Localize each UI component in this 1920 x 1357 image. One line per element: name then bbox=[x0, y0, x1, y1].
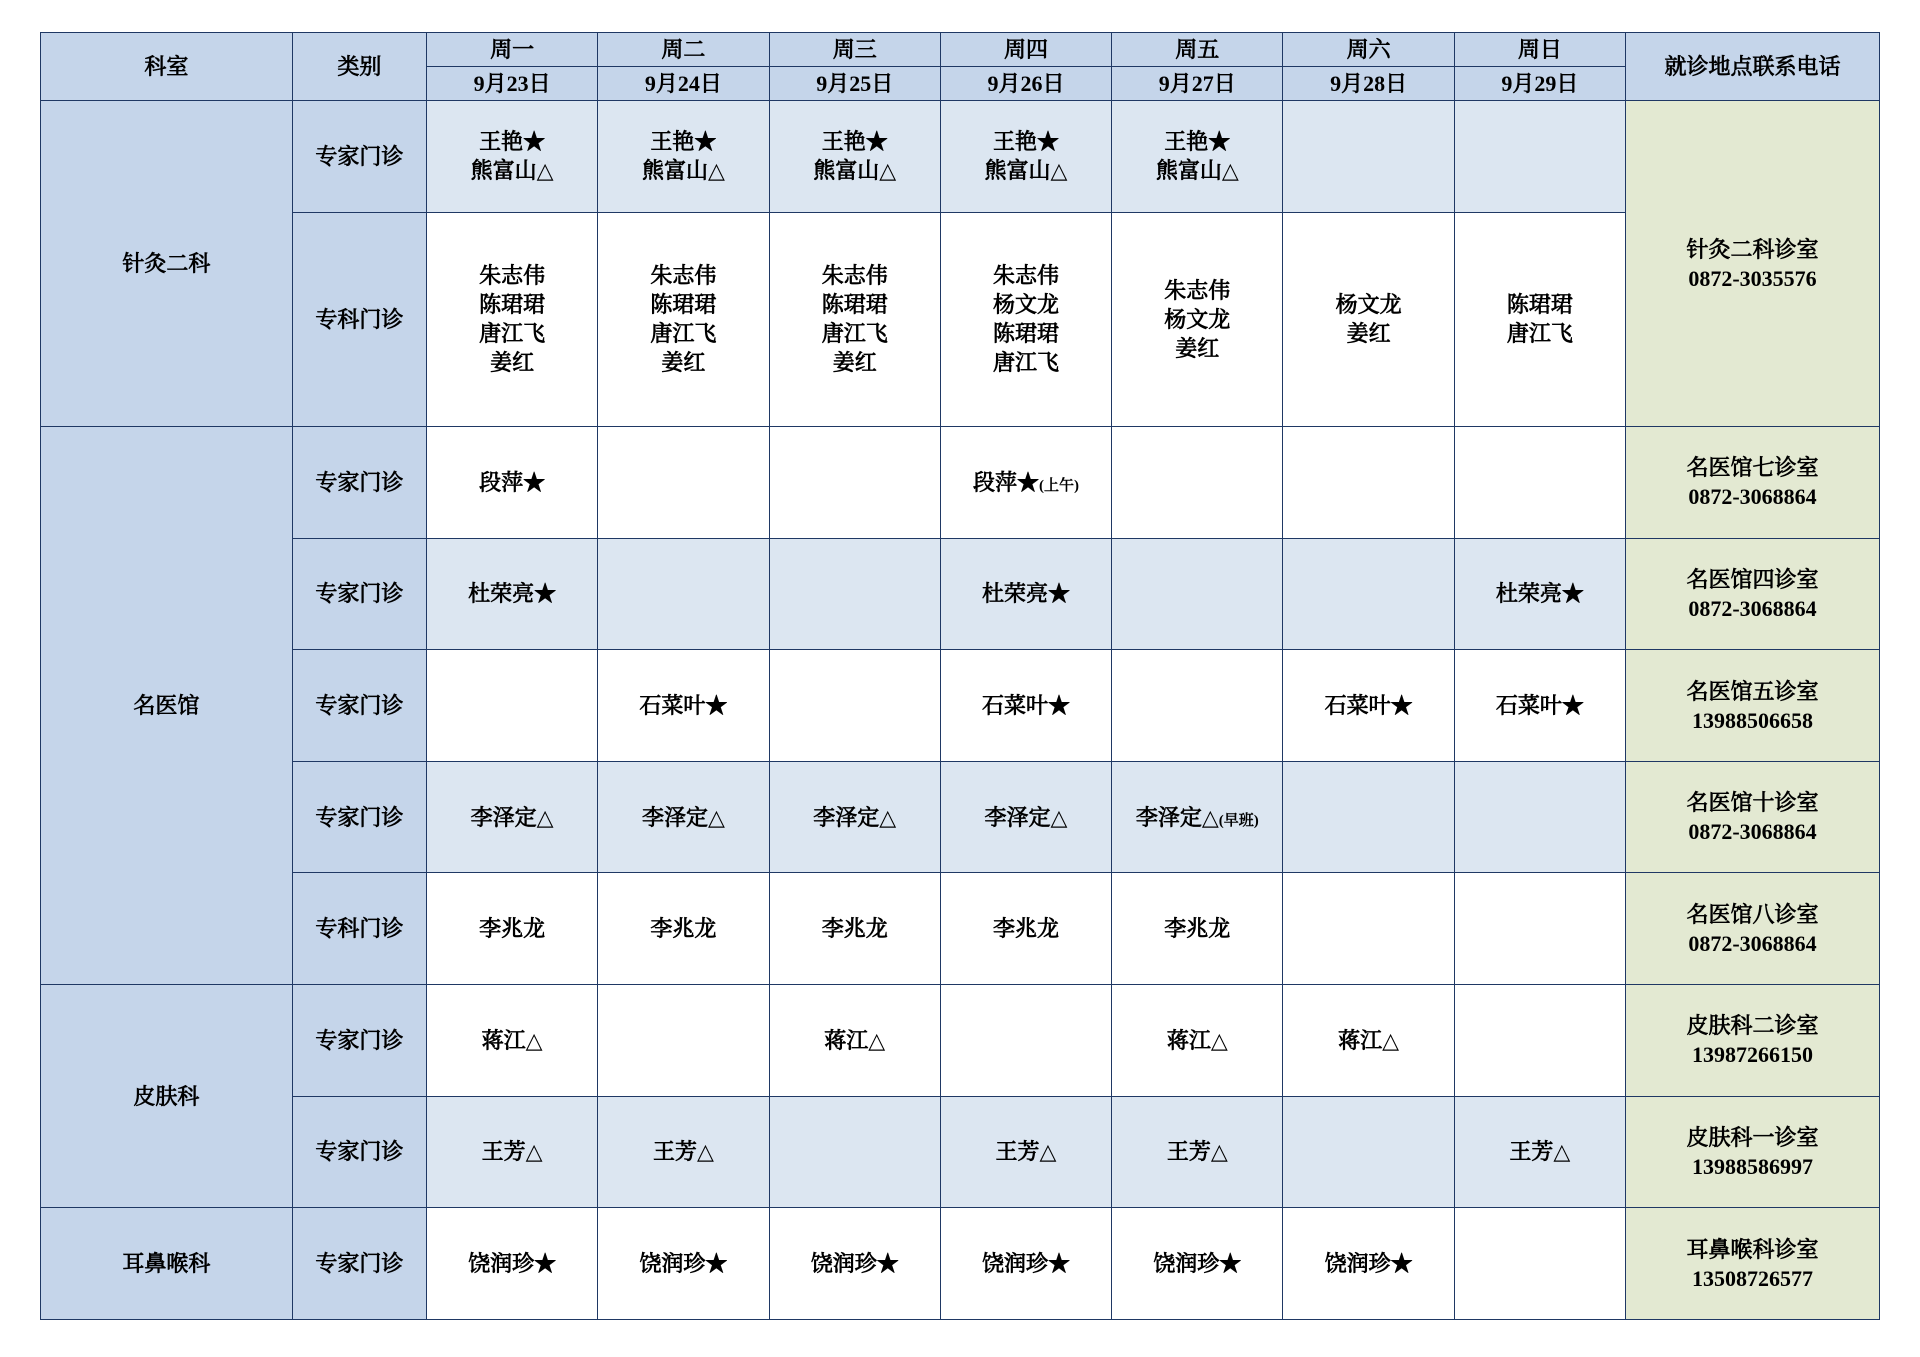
doctor-slot-cell bbox=[1112, 1208, 1283, 1320]
doctor-slot-cell bbox=[598, 427, 769, 539]
doctor-name: 饶润珍★ bbox=[639, 1251, 728, 1277]
contact-place: 名医馆五诊室 bbox=[1686, 678, 1819, 704]
doctor-name: 李兆龙 bbox=[479, 916, 546, 942]
header-dept: 科室 bbox=[41, 33, 293, 101]
doctor-slot-cell bbox=[1454, 761, 1625, 873]
doctor-slot-cell bbox=[426, 985, 597, 1097]
doctor-name: 石菜叶★ bbox=[981, 693, 1070, 719]
doctor-name: 李兆龙 bbox=[821, 916, 888, 942]
header-day-thu: 周四 bbox=[940, 33, 1111, 67]
doctor-slot-cell bbox=[1283, 873, 1454, 985]
contact-phone: 0872-3035576 bbox=[1688, 265, 1817, 291]
department-name-cell: 针灸二科 bbox=[41, 101, 293, 427]
contact-place: 皮肤科二诊室 bbox=[1686, 1013, 1819, 1039]
doctor-name: 王艳★ bbox=[650, 129, 717, 155]
doctor-slot-cell bbox=[1454, 650, 1625, 762]
header-day-sat: 周六 bbox=[1283, 33, 1454, 67]
doctor-slot-cell bbox=[1454, 538, 1625, 650]
doctor-name: 饶润珍★ bbox=[468, 1251, 557, 1277]
doctor-name: 杜荣亮★ bbox=[981, 581, 1070, 607]
doctor-name: 杨文龙 bbox=[1164, 306, 1231, 332]
doctor-name: 姜红 bbox=[1346, 321, 1391, 347]
doctor-slot-cell bbox=[598, 873, 769, 985]
doctor-slot-cell bbox=[1283, 538, 1454, 650]
doctor-name: 李兆龙 bbox=[992, 916, 1059, 942]
contact-cell bbox=[1626, 761, 1880, 873]
doctor-name: 王芳△ bbox=[1166, 1139, 1228, 1165]
table-row bbox=[41, 1096, 1880, 1208]
shift-note: (上午) bbox=[1039, 477, 1079, 494]
doctor-slot-cell bbox=[1112, 985, 1283, 1097]
contact-cell bbox=[1626, 101, 1880, 427]
header-date-sat: 9月28日 bbox=[1283, 67, 1454, 101]
doctor-name: 段萍★ bbox=[479, 469, 546, 495]
doctor-slot-cell bbox=[769, 873, 940, 985]
doctor-slot-cell bbox=[1283, 985, 1454, 1097]
doctor-slot-cell bbox=[769, 538, 940, 650]
doctor-slot-cell bbox=[940, 761, 1111, 873]
contact-phone: 13988506658 bbox=[1692, 707, 1814, 733]
doctor-slot-cell bbox=[426, 538, 597, 650]
doctor-name: 熊富山△ bbox=[641, 158, 725, 184]
doctor-slot-cell bbox=[426, 761, 597, 873]
doctor-name: 唐江飞 bbox=[1506, 321, 1573, 347]
doctor-slot-cell bbox=[1112, 1096, 1283, 1208]
table-row bbox=[41, 761, 1880, 873]
doctor-name: 杨文龙 bbox=[1335, 292, 1402, 318]
contact-place: 名医馆十诊室 bbox=[1686, 790, 1819, 816]
doctor-slot-cell bbox=[426, 212, 597, 426]
clinic-type-cell: 专家门诊 bbox=[292, 985, 426, 1097]
doctor-slot-cell bbox=[1283, 1208, 1454, 1320]
header-date-sun: 9月29日 bbox=[1454, 67, 1625, 101]
doctor-name: 李泽定△ bbox=[984, 804, 1068, 830]
contact-phone: 13508726577 bbox=[1692, 1265, 1814, 1291]
header-day-mon: 周一 bbox=[426, 33, 597, 67]
doctor-name: 李兆龙 bbox=[650, 916, 717, 942]
doctor-name: 李兆龙 bbox=[1164, 916, 1231, 942]
doctor-name: 王艳★ bbox=[821, 129, 888, 155]
header-date-thu: 9月26日 bbox=[940, 67, 1111, 101]
doctor-name: 饶润珍★ bbox=[810, 1251, 899, 1277]
header-type: 类别 bbox=[292, 33, 426, 101]
doctor-name: 杜荣亮★ bbox=[468, 581, 557, 607]
doctor-name: 杜荣亮★ bbox=[1495, 581, 1584, 607]
doctor-slot-cell bbox=[1283, 101, 1454, 213]
doctor-name: 熊富山△ bbox=[984, 158, 1068, 184]
doctor-name: 王芳△ bbox=[995, 1139, 1057, 1165]
doctor-name: 唐江飞 bbox=[479, 321, 546, 347]
doctor-name: 王艳★ bbox=[1164, 129, 1231, 155]
doctor-slot-cell bbox=[940, 101, 1111, 213]
contact-phone: 0872-3068864 bbox=[1688, 819, 1817, 845]
doctor-name: 陈珺珺 bbox=[479, 292, 546, 318]
doctor-name: 朱志伟 bbox=[992, 263, 1059, 289]
doctor-slot-cell bbox=[598, 538, 769, 650]
contact-place: 耳鼻喉科诊室 bbox=[1686, 1236, 1819, 1262]
doctor-name: 段萍★(上午) bbox=[972, 469, 1079, 495]
doctor-name: 姜红 bbox=[1175, 335, 1220, 361]
doctor-name: 饶润珍★ bbox=[1153, 1251, 1242, 1277]
doctor-name: 蒋江△ bbox=[1338, 1027, 1400, 1053]
doctor-name: 饶润珍★ bbox=[1324, 1251, 1413, 1277]
table-row bbox=[41, 101, 1880, 213]
table-row bbox=[41, 427, 1880, 539]
contact-phone: 0872-3068864 bbox=[1688, 595, 1817, 621]
doctor-name: 陈珺珺 bbox=[1506, 292, 1573, 318]
contact-cell bbox=[1626, 1096, 1880, 1208]
doctor-name: 蒋江△ bbox=[481, 1027, 543, 1053]
doctor-name: 朱志伟 bbox=[1164, 277, 1231, 303]
doctor-slot-cell bbox=[1112, 873, 1283, 985]
doctor-name: 朱志伟 bbox=[821, 263, 888, 289]
header-row-primary bbox=[41, 33, 1880, 67]
doctor-name: 朱志伟 bbox=[650, 263, 717, 289]
department-name-cell: 皮肤科 bbox=[41, 985, 293, 1208]
header-day-fri: 周五 bbox=[1112, 33, 1283, 67]
doctor-slot-cell bbox=[426, 101, 597, 213]
contact-place: 名医馆八诊室 bbox=[1686, 901, 1819, 927]
contact-phone: 0872-3068864 bbox=[1688, 484, 1817, 510]
doctor-slot-cell bbox=[940, 427, 1111, 539]
doctor-slot-cell bbox=[940, 1208, 1111, 1320]
header-date-wed: 9月25日 bbox=[769, 67, 940, 101]
doctor-slot-cell bbox=[1112, 212, 1283, 426]
doctor-slot-cell bbox=[598, 1208, 769, 1320]
contact-cell bbox=[1626, 538, 1880, 650]
doctor-slot-cell bbox=[426, 1096, 597, 1208]
doctor-name: 李泽定△(早班) bbox=[1135, 804, 1259, 830]
contact-cell bbox=[1626, 873, 1880, 985]
doctor-name: 王艳★ bbox=[992, 129, 1059, 155]
department-name-cell: 耳鼻喉科 bbox=[41, 1208, 293, 1320]
table-header bbox=[41, 33, 1880, 101]
table-row bbox=[41, 1208, 1880, 1320]
doctor-slot-cell bbox=[769, 985, 940, 1097]
doctor-slot-cell bbox=[769, 650, 940, 762]
doctor-slot-cell bbox=[1283, 1096, 1454, 1208]
doctor-name: 王芳△ bbox=[481, 1139, 543, 1165]
doctor-slot-cell bbox=[426, 650, 597, 762]
doctor-slot-cell bbox=[940, 538, 1111, 650]
doctor-slot-cell bbox=[1112, 427, 1283, 539]
doctor-name: 蒋江△ bbox=[1166, 1027, 1228, 1053]
doctor-slot-cell bbox=[1112, 761, 1283, 873]
doctor-slot-cell bbox=[1112, 538, 1283, 650]
clinic-type-cell: 专家门诊 bbox=[292, 761, 426, 873]
contact-cell bbox=[1626, 985, 1880, 1097]
doctor-slot-cell bbox=[598, 101, 769, 213]
doctor-name: 蒋江△ bbox=[824, 1027, 886, 1053]
doctor-slot-cell bbox=[769, 1208, 940, 1320]
contact-place: 名医馆四诊室 bbox=[1686, 566, 1819, 592]
table-row bbox=[41, 873, 1880, 985]
clinic-type-cell: 专家门诊 bbox=[292, 427, 426, 539]
doctor-name: 李泽定△ bbox=[813, 804, 897, 830]
doctor-slot-cell bbox=[1283, 212, 1454, 426]
doctor-name: 王艳★ bbox=[479, 129, 546, 155]
clinic-type-cell: 专科门诊 bbox=[292, 873, 426, 985]
doctor-slot-cell bbox=[426, 873, 597, 985]
contact-cell bbox=[1626, 650, 1880, 762]
table-row bbox=[41, 212, 1880, 426]
doctor-name: 唐江飞 bbox=[821, 321, 888, 347]
doctor-name: 姜红 bbox=[832, 350, 877, 376]
doctor-name: 李泽定△ bbox=[641, 804, 725, 830]
header-day-wed: 周三 bbox=[769, 33, 940, 67]
contact-cell bbox=[1626, 1208, 1880, 1320]
doctor-slot-cell bbox=[769, 101, 940, 213]
table-row bbox=[41, 985, 1880, 1097]
contact-place: 针灸二科诊室 bbox=[1686, 236, 1819, 262]
header-day-sun: 周日 bbox=[1454, 33, 1625, 67]
doctor-name: 王芳△ bbox=[1509, 1139, 1571, 1165]
doctor-slot-cell bbox=[1112, 650, 1283, 762]
doctor-slot-cell bbox=[1454, 1096, 1625, 1208]
doctor-slot-cell bbox=[1454, 427, 1625, 539]
doctor-slot-cell bbox=[598, 212, 769, 426]
doctor-name: 饶润珍★ bbox=[981, 1251, 1070, 1277]
doctor-slot-cell bbox=[1283, 761, 1454, 873]
doctor-name: 王芳△ bbox=[652, 1139, 714, 1165]
doctor-slot-cell bbox=[598, 761, 769, 873]
doctor-slot-cell bbox=[769, 212, 940, 426]
doctor-name: 熊富山△ bbox=[470, 158, 554, 184]
outpatient-schedule-table bbox=[40, 32, 1880, 1320]
doctor-name: 朱志伟 bbox=[479, 263, 546, 289]
doctor-slot-cell bbox=[598, 985, 769, 1097]
doctor-name: 石菜叶★ bbox=[639, 693, 728, 719]
contact-phone: 0872-3068864 bbox=[1688, 930, 1817, 956]
doctor-name: 唐江飞 bbox=[992, 350, 1059, 376]
doctor-slot-cell bbox=[940, 650, 1111, 762]
clinic-type-cell: 专科门诊 bbox=[292, 212, 426, 426]
doctor-slot-cell bbox=[426, 1208, 597, 1320]
doctor-slot-cell bbox=[940, 985, 1111, 1097]
clinic-type-cell: 专家门诊 bbox=[292, 1208, 426, 1320]
clinic-type-cell: 专家门诊 bbox=[292, 101, 426, 213]
department-name-cell: 名医馆 bbox=[41, 427, 293, 985]
contact-cell bbox=[1626, 427, 1880, 539]
table-row bbox=[41, 538, 1880, 650]
doctor-name: 李泽定△ bbox=[470, 804, 554, 830]
doctor-slot-cell bbox=[940, 1096, 1111, 1208]
header-day-tue: 周二 bbox=[598, 33, 769, 67]
doctor-slot-cell bbox=[769, 1096, 940, 1208]
table-body bbox=[41, 101, 1880, 1320]
contact-place: 名医馆七诊室 bbox=[1686, 455, 1819, 481]
doctor-slot-cell bbox=[598, 650, 769, 762]
contact-phone: 13987266150 bbox=[1692, 1042, 1814, 1068]
header-contact: 就诊地点联系电话 bbox=[1626, 33, 1880, 101]
doctor-name: 唐江飞 bbox=[650, 321, 717, 347]
doctor-name: 姜红 bbox=[490, 350, 535, 376]
doctor-slot-cell bbox=[769, 427, 940, 539]
table-row bbox=[41, 650, 1880, 762]
doctor-name: 陈珺珺 bbox=[650, 292, 717, 318]
contact-place: 皮肤科一诊室 bbox=[1686, 1124, 1819, 1150]
doctor-name: 陈珺珺 bbox=[992, 321, 1059, 347]
clinic-type-cell: 专家门诊 bbox=[292, 650, 426, 762]
doctor-slot-cell bbox=[1112, 101, 1283, 213]
doctor-name: 陈珺珺 bbox=[821, 292, 888, 318]
contact-phone: 13988586997 bbox=[1692, 1154, 1814, 1179]
doctor-name: 石菜叶★ bbox=[1495, 693, 1584, 719]
doctor-slot-cell bbox=[1454, 873, 1625, 985]
doctor-name: 姜红 bbox=[661, 350, 706, 376]
doctor-slot-cell bbox=[426, 427, 597, 539]
doctor-name: 石菜叶★ bbox=[1324, 693, 1413, 719]
doctor-name: 熊富山△ bbox=[1155, 158, 1239, 184]
clinic-type-cell: 专家门诊 bbox=[292, 538, 426, 650]
doctor-slot-cell bbox=[1454, 101, 1625, 213]
header-date-mon: 9月23日 bbox=[426, 67, 597, 101]
shift-note: (早班) bbox=[1218, 812, 1259, 829]
doctor-slot-cell bbox=[598, 1096, 769, 1208]
doctor-slot-cell bbox=[1454, 985, 1625, 1097]
doctor-slot-cell bbox=[1283, 650, 1454, 762]
doctor-slot-cell bbox=[1283, 427, 1454, 539]
doctor-slot-cell bbox=[940, 212, 1111, 426]
header-date-fri: 9月27日 bbox=[1112, 67, 1283, 101]
clinic-type-cell: 专家门诊 bbox=[292, 1096, 426, 1208]
doctor-slot-cell bbox=[1454, 1208, 1625, 1320]
doctor-slot-cell bbox=[769, 761, 940, 873]
doctor-name: 杨文龙 bbox=[992, 292, 1059, 318]
doctor-slot-cell bbox=[1454, 212, 1625, 426]
doctor-name: 熊富山△ bbox=[813, 158, 897, 184]
header-date-tue: 9月24日 bbox=[598, 67, 769, 101]
doctor-slot-cell bbox=[940, 873, 1111, 985]
